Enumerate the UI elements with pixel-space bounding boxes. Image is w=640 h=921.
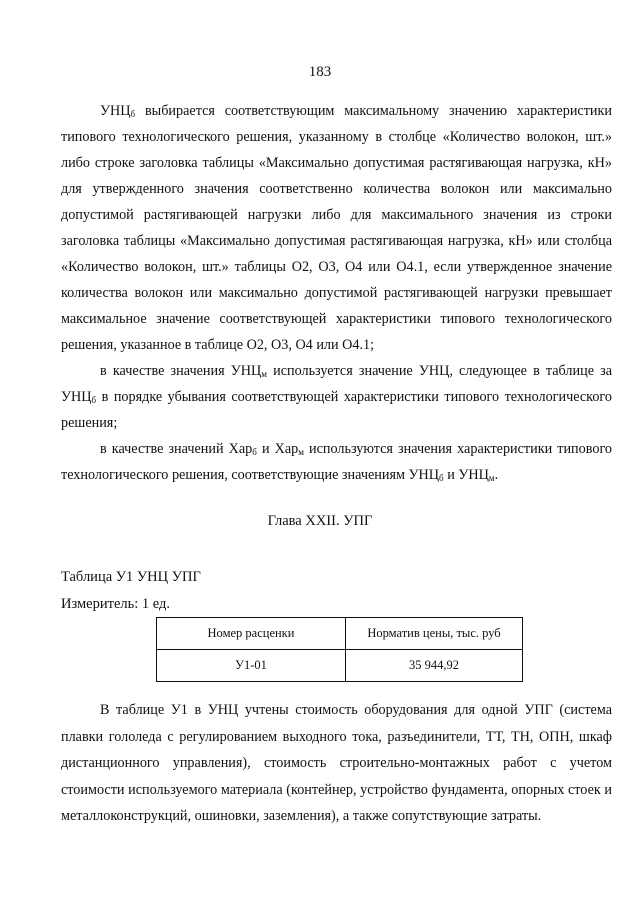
column-header-price-norm: Норматив цены, тыс. руб bbox=[346, 618, 523, 650]
paragraph-1 bbox=[61, 98, 612, 358]
text-run: . bbox=[494, 467, 499, 483]
text-run: используется значение УНЦ, следующее в таблице за УНЦ bbox=[61, 363, 613, 405]
text-run: используются значения характеристики типового технологического решения, соответствующие значениям УНЦ bbox=[61, 441, 613, 483]
subscript: б bbox=[439, 473, 444, 483]
text-run: в качестве значения УНЦ bbox=[100, 363, 262, 379]
subscript: м bbox=[488, 473, 495, 483]
table-header-row bbox=[157, 618, 523, 650]
measurer-label: Измеритель: 1 ед. bbox=[61, 596, 171, 612]
column-header-rate-number: Номер расценки bbox=[157, 618, 346, 650]
paragraph-3 bbox=[61, 436, 612, 488]
price-table bbox=[156, 617, 523, 682]
cell-price-norm: 35 944,92 bbox=[346, 650, 523, 682]
subscript: м bbox=[261, 369, 267, 379]
paragraph-4: В таблице У1 в УНЦ учтены стоимость оборудования для одной УПГ (система плавки гололеда с регулированием выходного тока, разъединители, ТТ, ТН, ОПН, шкаф дистанционного управления), стоимость строительно-монтажных работ с учетом стоимости используемого материала (контейнер, устройство фундамента, опорных стоек и металлоконструкций, ошиновки, заземления), а также сопутствующие затраты. bbox=[61, 702, 612, 824]
text-run: в качестве значений Хар bbox=[100, 441, 253, 457]
subscript: б bbox=[252, 447, 257, 457]
table-title: Таблица У1 УНЦ УПГ bbox=[61, 569, 201, 585]
chapter-title: Глава XXII. УПГ bbox=[267, 513, 373, 529]
text-run: и УНЦ bbox=[443, 467, 489, 483]
body-text-lower bbox=[61, 697, 612, 830]
body-text-upper bbox=[61, 98, 612, 488]
subscript: б bbox=[91, 395, 97, 405]
text-run: УНЦ bbox=[100, 103, 131, 119]
page-number: 183 bbox=[308, 64, 332, 80]
subscript: б bbox=[130, 109, 136, 119]
text-run: в порядке убывания соответствующей характеристики типового технологического решения; bbox=[61, 389, 612, 431]
cell-rate-number: У1-01 bbox=[157, 650, 346, 682]
text-run: выбирается соответствующим максимальному значению характеристики типового технологического решения, указанному в столбце «Количество волокон, шт.» либо строке заголовка таблицы «Максимально допустимая растягивающая нагрузка, кН» для утвержденного значения соответственно количества волокон или максимально допустимой растягивающей нагрузки либо для максимального значения из строки заголовка таблицы «Максимально допустимая растягивающая нагрузка, кН» или столбца «Количество волокон, шт.» таблицы О2, О3, О4 или О4.1, если утвержденное значение количества волокон или максимально допустимой растягивающей нагрузки превышает максимальное значение соответствующей характеристики типового технологического решения, указанное в таблице О2, О3, О4 или О4.1; bbox=[61, 103, 612, 353]
text-run: и Хар bbox=[256, 441, 299, 457]
paragraph-2 bbox=[61, 358, 612, 436]
table-row bbox=[157, 650, 523, 682]
subscript: м bbox=[298, 447, 304, 457]
